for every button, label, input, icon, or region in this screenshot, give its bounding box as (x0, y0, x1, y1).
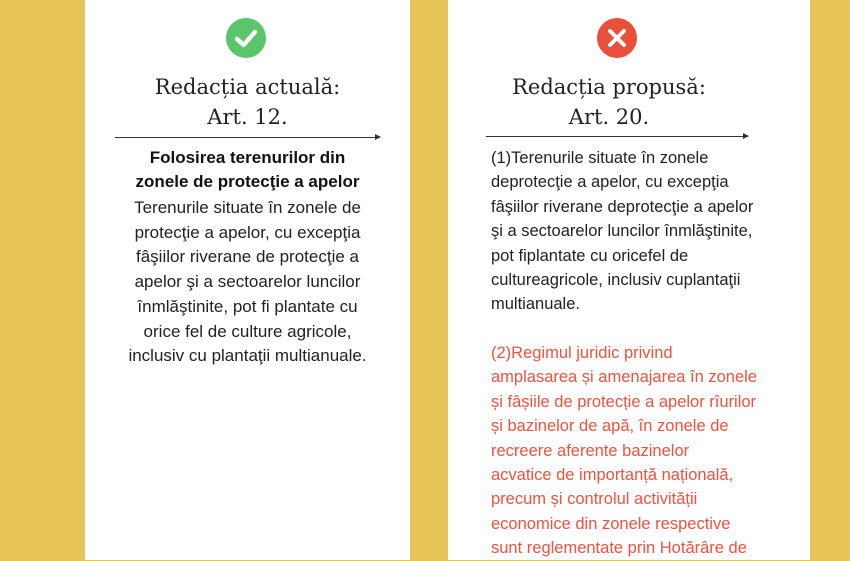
article-number: Art. 12. (207, 105, 288, 129)
article-body (101, 196, 394, 369)
paragraph-line: pot fiplantate cu oricefel de (491, 246, 689, 265)
arrow-divider (486, 136, 748, 137)
paragraph-line: cultureagricole, inclusiv cuplantaţii (491, 271, 741, 290)
paragraph-line: (1)Terenurile situate în zonele (491, 149, 709, 167)
paragraph-line: sunt reglementate prin Hotărâre de (491, 539, 747, 558)
paragraph-line: amplasarea și amenajarea în zonele (491, 368, 757, 387)
current-version-panel (85, 0, 410, 560)
proposed-version-heading (448, 72, 770, 132)
arrow-divider (115, 137, 380, 138)
body-line: fâşiilor riverane de protecţie a (135, 247, 359, 267)
paragraph-line: și bazinelor de apă, în zonele de (491, 417, 729, 436)
article-number: Art. 20. (568, 105, 650, 129)
title-line: Folosirea terenurilor din (149, 148, 346, 167)
check-icon (226, 18, 266, 58)
heading-label: Redacția propusă: (512, 75, 706, 99)
paragraph-1 (491, 146, 791, 317)
body-line: inclusiv cu plantaţii multianuale. (128, 346, 367, 366)
paragraph-line: precum și controlul activității (491, 490, 698, 509)
body-line: apelor şi a sectoarelor luncilor (134, 272, 361, 292)
paragraph-line: acvatice de importanță națională, (491, 466, 734, 485)
heading-label: Redacția actuală: (154, 75, 341, 99)
title-line: zonele de protecţie a apelor (135, 172, 360, 191)
paragraph-line: și fâșiile de protecție a apelor rîurilor (491, 392, 757, 411)
cross-icon (597, 18, 637, 58)
article-title (85, 146, 410, 194)
paragraph-line: deprotecţie a apelor, cu excepţia (491, 173, 729, 192)
body-line: înmlăştinite, pot fi plantate cu (137, 296, 358, 316)
current-version-heading (85, 72, 410, 132)
paragraph-2 (491, 341, 791, 561)
paragraph-line: (2)Regimul juridic privind (491, 344, 673, 362)
paragraph-line: şi a sectoarelor luncilor înmlăştinite, (491, 222, 753, 241)
paragraph-line: multianuale. (491, 295, 580, 314)
proposed-version-panel (448, 0, 810, 560)
body-line: protecţie a apelor, cu excepţia (134, 222, 361, 242)
paragraph-line: economice din zonele respective (491, 514, 731, 533)
paragraph-line: fâşiilor riverane deprotecţie a apelor (491, 197, 754, 216)
body-line: orice fel de culture agricole, (143, 321, 352, 341)
paragraph-line: recreere aferente bazinelor (491, 441, 690, 460)
body-line: Terenurile situate în zonele de (134, 198, 361, 217)
